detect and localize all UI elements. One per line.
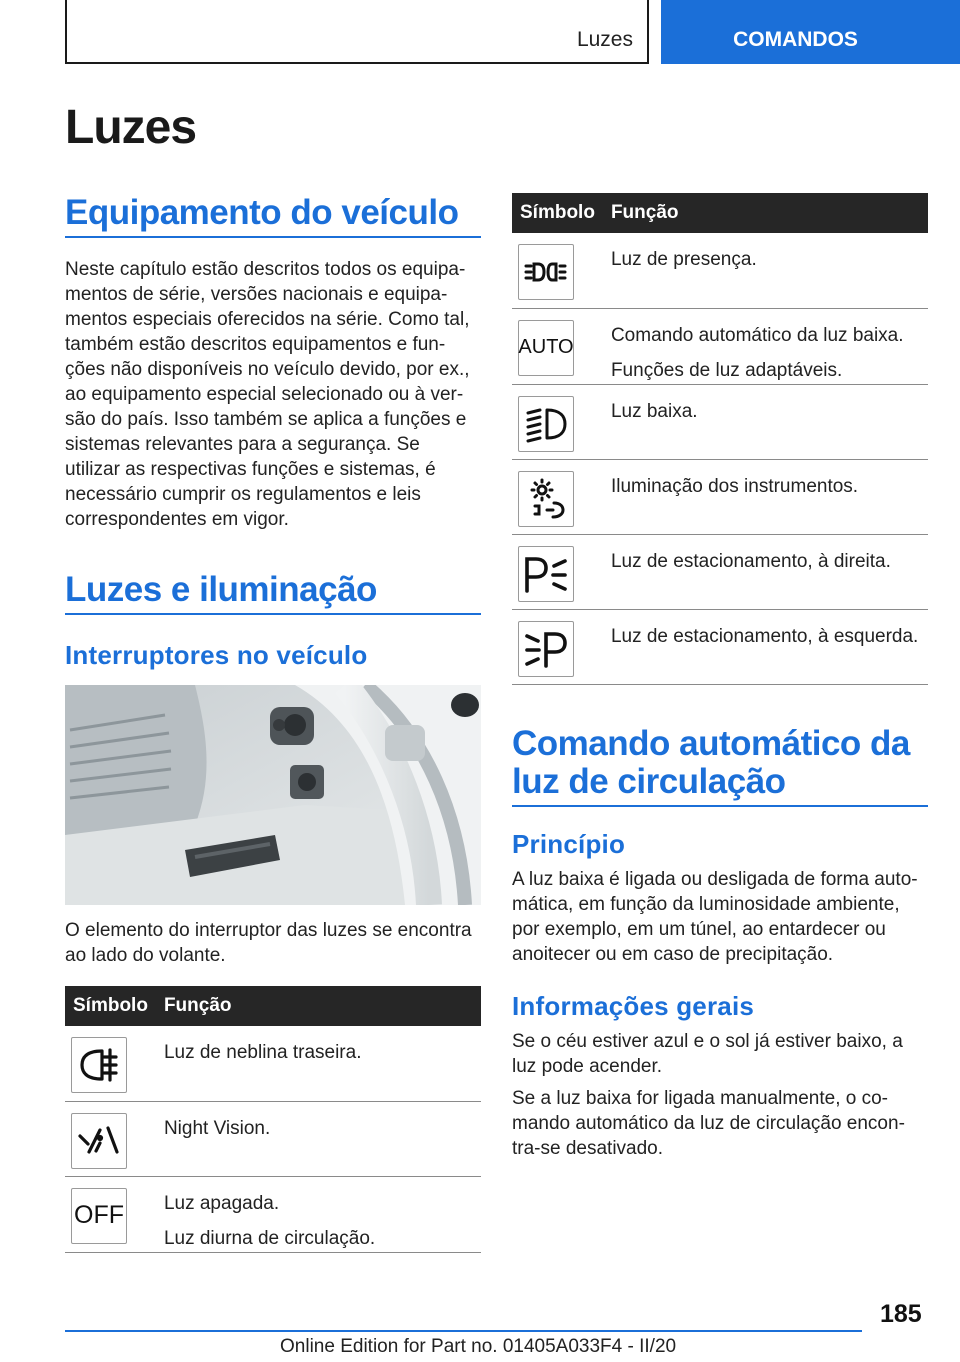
table-row — [65, 1176, 481, 1252]
off-icon — [71, 1188, 127, 1244]
table-row — [65, 1101, 481, 1176]
light-switch-photo — [65, 685, 481, 905]
table-row — [512, 308, 928, 384]
auto-icon-label: AUTO — [518, 336, 574, 358]
principle-text: A luz baixa é ligada ou desligada de forma auto-mática, em função da luminosidade ambiente, por exemplo, em um túnel, ao entardecer ou anoitecer ou em caso de precipitação. — [512, 869, 918, 965]
parking-lights-icon — [518, 244, 574, 300]
general-info-heading: Informações gerais — [512, 991, 755, 1021]
general-info-text-1: Se o céu estiver azul e o sol já estiver baixo, a luz pode acender. — [512, 1031, 903, 1077]
function-text: Iluminação dos instrumentos. — [610, 475, 859, 497]
switches-subheading: Interruptores no veículo — [65, 640, 368, 670]
function-text: Funções de luz adaptáveis. — [610, 359, 843, 381]
off-icon-label: OFF — [74, 1201, 124, 1229]
auto-light-heading: Comando automático da luz de circulação — [512, 725, 928, 807]
symbol-table-left — [65, 986, 481, 1253]
table-row — [512, 384, 928, 459]
lights-heading: Luzes e iluminação — [65, 571, 481, 615]
header-box — [65, 0, 649, 64]
function-text: Comando automático da luz baixa. — [610, 324, 904, 346]
page-number: 185 — [880, 1300, 922, 1328]
column-header-symbol: Símbolo — [512, 193, 603, 233]
function-text: Luz diurna de circulação. — [163, 1227, 376, 1249]
equipment-heading: Equipamento do veículo — [65, 194, 481, 238]
night-vision-icon — [71, 1113, 127, 1169]
footer-divider — [65, 1330, 862, 1332]
symbol-table-right — [512, 193, 928, 685]
function-text: Luz baixa. — [610, 400, 698, 422]
function-text: Luz de estacionamento, à direita. — [610, 550, 891, 572]
principle-heading: Princípio — [512, 829, 626, 859]
function-text: Luz de presença. — [610, 249, 757, 270]
function-text: Night Vision. — [163, 1117, 271, 1139]
parking-light-left-icon — [518, 621, 574, 677]
table-row — [512, 459, 928, 534]
equipment-text: Neste capítulo estão descritos todos os equipa-mentos de série, versões nacionais e equipa-mentos especiais oferecidos na série. Como tal, também estão descritos equipamentos e fun-ções não disponíveis no veículo devido, por ex., ao equipamento especial selecionado ou à ver-são do país. Isso também se aplica a funções e sistemas relevantes para a segurança. Se utilizar as respectivas funções e sistemas, é necessário cumprir os regulamentos e leis correspondentes em vigor. — [65, 259, 470, 530]
footer-edition: Online Edition for Part no. 01405A033F4 - II/20 — [280, 1336, 677, 1357]
column-header-symbol: Símbolo — [65, 986, 156, 1026]
column-header-function: Função — [156, 986, 481, 1026]
page-title: Luzes — [65, 101, 197, 154]
parking-light-right-icon — [518, 546, 574, 602]
table-row — [512, 534, 928, 609]
header-chapter-tab: COMANDOS — [661, 0, 960, 64]
instrument-lighting-icon — [518, 471, 574, 527]
photo-caption: O elemento do interruptor das luzes se encontra ao lado do volante. — [65, 920, 472, 966]
header-section-title: Luzes — [576, 28, 633, 51]
table-row — [65, 1026, 481, 1101]
function-text: Luz de estacionamento, à esquerda. — [610, 625, 919, 647]
function-text: Luz apagada. — [163, 1192, 280, 1214]
rear-fog-light-icon — [71, 1037, 127, 1093]
column-header-function: Função — [603, 193, 928, 233]
function-text: Luz de neblina traseira. — [163, 1042, 362, 1063]
table-row — [512, 609, 928, 684]
general-info-text-2: Se a luz baixa for ligada manualmente, o co-mando automático da luz de circulação encon-tra-se desativado. — [512, 1088, 905, 1159]
auto-icon — [518, 320, 574, 376]
table-row — [512, 233, 928, 308]
low-beam-icon — [518, 396, 574, 452]
